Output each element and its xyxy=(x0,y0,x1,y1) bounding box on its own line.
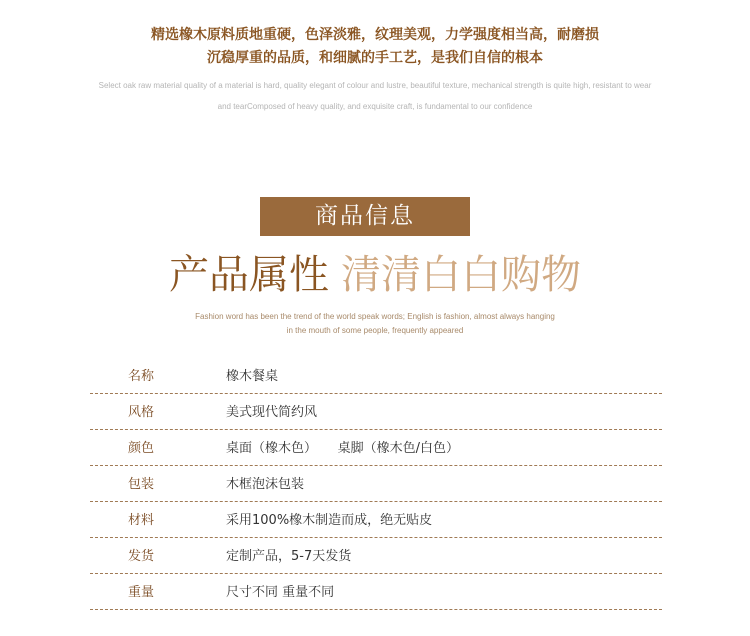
attribute-value: 木框泡沫包装 xyxy=(226,477,305,492)
attribute-label: 风格 xyxy=(128,405,155,420)
attribute-value: 定制产品，5-7天发货 xyxy=(226,549,352,564)
attribute-row-shipping xyxy=(90,538,662,574)
attribute-row-packaging xyxy=(90,466,662,502)
section-title-sub: 清清白白购物 xyxy=(341,252,581,298)
attribute-value: 尺寸不同 重量不同 xyxy=(226,585,335,600)
attribute-label: 包装 xyxy=(128,477,155,492)
attribute-label: 发货 xyxy=(128,549,155,564)
tagline-line-2: in the mouth of some people, frequently appeared xyxy=(286,326,464,335)
attribute-row-name xyxy=(90,358,662,394)
tagline-line-1: Fashion word has been the trend of the world speak words; English is fashion, almost always hanging xyxy=(195,312,555,321)
attribute-label: 材料 xyxy=(128,513,155,528)
attribute-value: 美式现代简约风 xyxy=(226,405,318,420)
attribute-label: 重量 xyxy=(128,585,155,600)
attribute-value: 采用100%橡木制造而成，绝无贴皮 xyxy=(226,513,433,528)
section-title-main: 产品属性 xyxy=(169,252,329,298)
attribute-row-color xyxy=(90,430,662,466)
attribute-label: 名称 xyxy=(128,369,155,384)
attribute-row-weight xyxy=(90,574,662,610)
attribute-value: 橡木餐桌 xyxy=(226,369,279,384)
attribute-row-material xyxy=(90,502,662,538)
section-banner: 商品信息 xyxy=(260,197,470,236)
attribute-label: 颜色 xyxy=(128,441,155,456)
attribute-table xyxy=(90,358,662,610)
intro-english-line-2: and tearComposed of heavy quality, and exquisite craft, is fundamental to our confidence xyxy=(217,102,533,111)
intro-chinese-line-2: 沉稳厚重的品质，和细腻的手工艺，是我们自信的根本 xyxy=(207,50,543,66)
intro-english-line-1: Select oak raw material quality of a material is hard, quality elegant of colour and lustre, beautiful texture, mechanical strength is quite high, resistant to wear xyxy=(98,81,652,90)
attribute-row-style xyxy=(90,394,662,430)
intro-chinese-line-1: 精选橡木原料质地重硬，色泽淡雅，纹理美观，力学强度相当高，耐磨损 xyxy=(151,27,599,43)
attribute-value: 桌面（橡木色） 桌脚（橡木色/白色） xyxy=(226,441,460,456)
section-title xyxy=(0,248,750,302)
